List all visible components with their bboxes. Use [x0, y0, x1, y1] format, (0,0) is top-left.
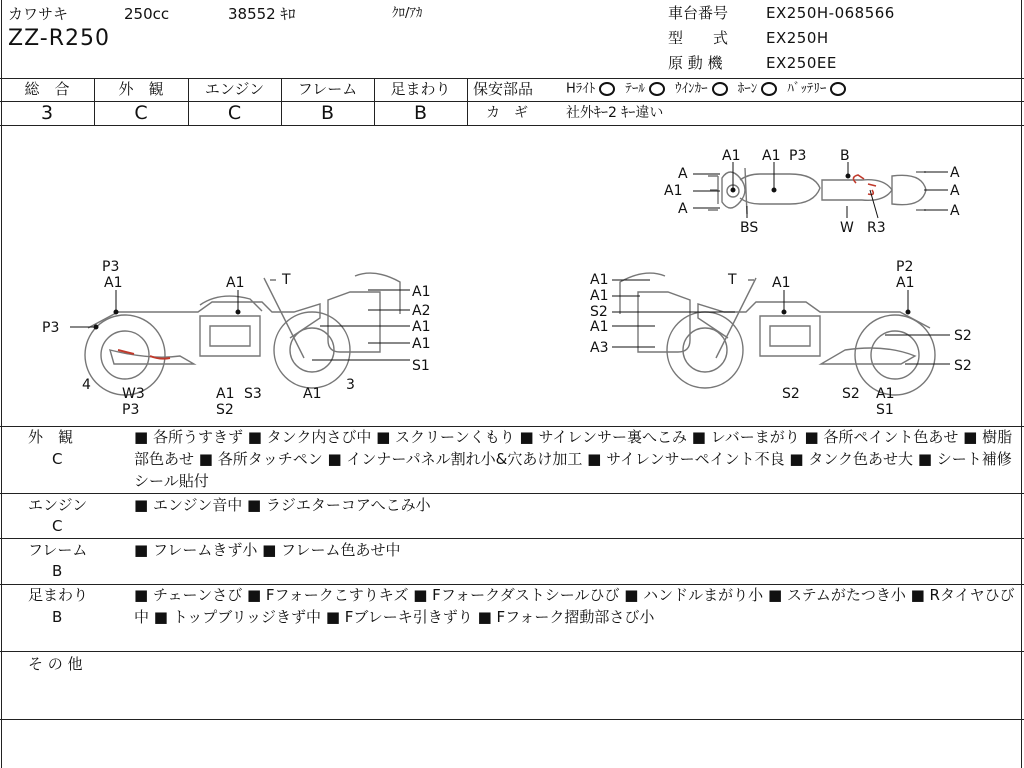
- right-side-labels: [590, 259, 972, 418]
- diag-label: A1: [412, 336, 431, 352]
- left-side-labels: [42, 259, 430, 418]
- diag-label: A1: [303, 386, 322, 402]
- safety-item-battery: ﾊﾞｯﾃﾘｰ: [787, 81, 827, 97]
- diag-label: P3: [122, 402, 140, 418]
- diag-label: W3: [122, 386, 145, 402]
- section-grade: C: [52, 517, 63, 535]
- type-label: 型 式: [668, 29, 729, 47]
- diag-label: A1: [590, 319, 609, 335]
- diag-label: S2: [842, 386, 860, 402]
- key-value: 社外ｷｰ2 ｷｰ違い: [566, 105, 664, 121]
- section-grade: B: [52, 562, 63, 580]
- diag-label: B: [840, 148, 850, 164]
- model-name: ZZ-R250: [8, 26, 110, 51]
- section-title: 外 観: [28, 428, 74, 446]
- type-value: EX250H: [766, 29, 829, 47]
- section-text: ■ フレームきず小 ■ フレーム色あせ中: [134, 541, 401, 559]
- ok-circle-icon: [761, 82, 777, 96]
- diag-label: S2: [782, 386, 800, 402]
- diag-label: A1: [226, 275, 245, 291]
- suspension-label: 足まわり: [390, 80, 451, 98]
- diag-label: S2: [216, 402, 234, 418]
- diag-label: A: [678, 166, 688, 182]
- diag-label: A: [950, 183, 960, 199]
- displacement: 250cc: [124, 5, 170, 23]
- exterior-grade: C: [134, 102, 148, 124]
- diag-label: P2: [896, 259, 914, 275]
- damage-mark-top: [853, 175, 876, 195]
- diag-label: A3: [590, 340, 609, 356]
- diag-label: A1: [762, 148, 781, 164]
- color: ｸﾛ/ｱｶ: [392, 6, 423, 21]
- section-title: フレーム: [28, 541, 88, 559]
- engine-label: エンジン: [204, 80, 265, 98]
- diag-label: R3: [867, 220, 886, 236]
- section-text: ■ 各所うすきず ■ タンク内さび中 ■ スクリーンくもり ■ サイレンサー裏へこみ ■ レバーまがり ■ 各所ペイント色あせ ■ 樹脂部色あせ ■ 各所タッチペン ■ インナーパネル割れ小&穴あけ加工 ■ サイレンサーペイント不良 ■ タンク色あせ大 ■ シート補修シール貼付: [134, 428, 1013, 490]
- diag-label: A1: [104, 275, 123, 291]
- diag-label: W: [840, 220, 854, 236]
- section-grade: C: [52, 450, 63, 468]
- section-text: ■ チェーンさび ■ Fフォークこすりキズ ■ Fフォークダストシールひび ■ ハンドルまがり小 ■ ステムがたつき小 ■ Rタイヤひび中 ■ トップブリッジきず中 ■ Fブレーキ引きずり ■ Fフォーク摺動部さび小: [134, 586, 1015, 626]
- ok-circle-icon: [830, 82, 846, 96]
- safety-item-tail: ﾃｰﾙ: [625, 81, 645, 97]
- safety-label: 保安部品: [473, 80, 534, 98]
- overall-grade: 3: [40, 102, 54, 124]
- safety-item-headlight: Hﾗｲﾄ: [566, 81, 596, 97]
- diag-label: S1: [876, 402, 894, 418]
- diag-label: S2: [590, 304, 608, 320]
- diag-label: A1: [412, 319, 431, 335]
- section-title: エンジン: [28, 496, 88, 514]
- diag-label: A1: [590, 288, 609, 304]
- damage-diagram: [0, 126, 1024, 426]
- diag-label: A1: [722, 148, 741, 164]
- top-view-bike: [708, 168, 926, 214]
- diag-label: A1: [590, 272, 609, 288]
- diag-label: BS: [740, 220, 759, 236]
- overall-label: 総 合: [24, 80, 70, 98]
- diag-label: A1: [216, 386, 235, 402]
- maker: カワサキ: [8, 5, 69, 23]
- engine-model-label: 原 動 機: [668, 54, 723, 72]
- frame-number-value: EX250H-068566: [766, 4, 895, 22]
- diag-label: A: [950, 165, 960, 181]
- diag-label: S1: [412, 358, 430, 374]
- engine-grade: C: [227, 102, 242, 124]
- section-title: そ の 他: [28, 655, 83, 673]
- diag-label: A1: [772, 275, 791, 291]
- diag-label: T: [282, 272, 291, 288]
- frame-label: フレーム: [297, 80, 358, 98]
- diag-label: A: [950, 203, 960, 219]
- ok-circle-icon: [599, 82, 615, 96]
- diag-label: T: [728, 272, 737, 288]
- ok-circle-icon: [649, 82, 665, 96]
- diag-label: A1: [876, 386, 895, 402]
- section-grade: B: [52, 608, 63, 626]
- diag-label: P3: [42, 320, 60, 336]
- suspension-grade: B: [413, 102, 428, 124]
- diag-label: 3: [346, 377, 355, 393]
- diag-label: A2: [412, 303, 431, 319]
- top-view-labels: [664, 148, 960, 236]
- section-title: 足まわり: [28, 586, 89, 604]
- safety-items: [566, 82, 852, 96]
- key-label: カ ギ: [486, 105, 528, 121]
- frame-grade: B: [320, 102, 335, 124]
- diag-label: P3: [789, 148, 807, 164]
- diag-label: S2: [954, 358, 972, 374]
- safety-item-winker: ｳｲﾝｶｰ: [675, 81, 708, 97]
- diag-label: S3: [244, 386, 262, 402]
- engine-model-value: EX250EE: [766, 54, 837, 72]
- diag-label: S2: [954, 328, 972, 344]
- section-text: ■ エンジン音中 ■ ラジエターコアへこみ小: [134, 496, 431, 514]
- safety-item-horn: ﾎｰﾝ: [737, 81, 758, 97]
- diag-label: P3: [102, 259, 120, 275]
- diag-label: A1: [896, 275, 915, 291]
- exterior-label: 外 観: [118, 80, 164, 98]
- diag-label: A: [678, 201, 688, 217]
- diag-label: 4: [82, 377, 91, 393]
- ok-circle-icon: [712, 82, 728, 96]
- mileage: 38552 ｷﾛ: [228, 5, 296, 23]
- diag-label: A1: [412, 284, 431, 300]
- diag-label: A1: [664, 183, 683, 199]
- right-side-bike: [620, 273, 935, 395]
- frame-number-label: 車台番号: [668, 4, 729, 22]
